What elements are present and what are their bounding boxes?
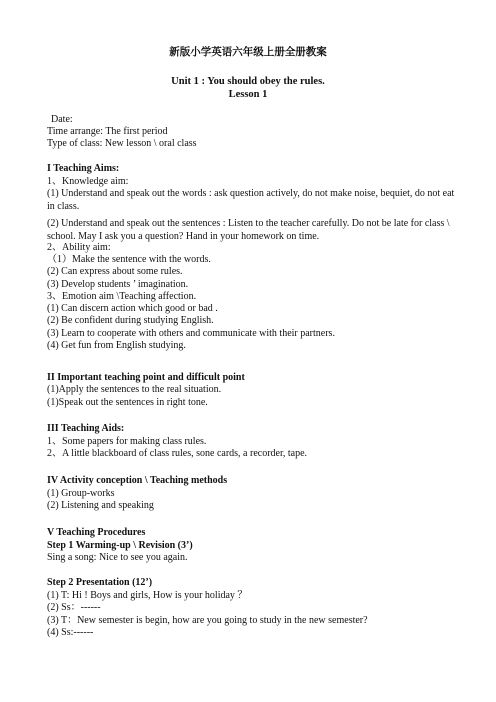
class-type-line: Type of class: New lesson \ oral class bbox=[47, 138, 197, 149]
emotion-item-1: (1) Can discern action which good or bad . bbox=[47, 303, 218, 314]
knowledge-item-2: (2) Understand and speak out the sentences : Listen to the teacher carefully. Do not be late for class \ school. May I ask you a question? Hand in your homework on time. bbox=[47, 218, 450, 242]
step-2-line-3: (3) T：New semester is begin, how are you going to study in the new semester? bbox=[47, 615, 368, 626]
lesson-title: Lesson 1 bbox=[228, 89, 268, 100]
important-point-2: (1)Speak out the sentences in right tone. bbox=[47, 397, 208, 408]
ability-item-2: (2) Can express about some rules. bbox=[47, 266, 183, 277]
step-1-text: Sing a song: Nice to see you again. bbox=[47, 552, 188, 563]
document-title: 新版小学英语六年级上册全册教案 bbox=[169, 46, 327, 58]
teaching-aids-heading: III Teaching Aids: bbox=[47, 423, 125, 434]
date-line: Date: bbox=[51, 114, 73, 125]
teaching-aid-1: 1、Some papers for making class rules. bbox=[47, 436, 207, 447]
emotion-item-3: (3) Learn to cooperate with others and communicate with their partners. bbox=[47, 328, 335, 339]
emotion-item-4: (4) Get fun from English studying. bbox=[47, 340, 186, 351]
teaching-aid-2: 2、A little blackboard of class rules, sone cards, a recorder, tape. bbox=[47, 448, 308, 459]
step-1-heading: Step 1 Warming-up \ Revision (3’) bbox=[47, 540, 193, 551]
knowledge-item-1: (1) Understand and speak out the words : ask question actively, do not make noise, bequiet, do not eat in class. bbox=[47, 188, 455, 212]
ability-item-1: （1）Make the sentence with the words. bbox=[47, 254, 211, 265]
important-point-1: (1)Apply the sentences to the real situation. bbox=[47, 384, 222, 395]
method-1: (1) Group-works bbox=[47, 488, 115, 499]
ability-aim-label: 2、Ability aim: bbox=[47, 242, 111, 253]
method-2: (2) Listening and speaking bbox=[47, 500, 154, 511]
teaching-procedures-heading: V Teaching Procedures bbox=[47, 527, 146, 538]
emotion-aim-label: 3、Emotion aim \Teaching affection. bbox=[47, 291, 197, 302]
time-arrange-line: Time arrange: The first period bbox=[47, 126, 168, 137]
emotion-item-2: (2) Be confident during studying English. bbox=[47, 315, 214, 326]
knowledge-aim-label: 1、Knowledge aim: bbox=[47, 176, 129, 187]
unit-title: Unit 1 : You should obey the rules. bbox=[171, 76, 325, 87]
step-2-line-2: (2) Ss：------ bbox=[47, 602, 101, 613]
step-2-heading: Step 2 Presentation (12’) bbox=[47, 577, 153, 588]
ability-item-3: (3) Develop students ’ imagination. bbox=[47, 279, 189, 290]
teaching-aims-heading: I Teaching Aims: bbox=[47, 163, 120, 174]
important-points-heading: II Important teaching point and difficult point bbox=[47, 372, 245, 383]
step-2-line-1: (1) T: Hi ! Boys and girls, How is your holiday ？ bbox=[47, 590, 248, 601]
step-2-line-4: (4) Ss:------ bbox=[47, 627, 94, 638]
activity-methods-heading: IV Activity conception \ Teaching methods bbox=[47, 475, 228, 486]
